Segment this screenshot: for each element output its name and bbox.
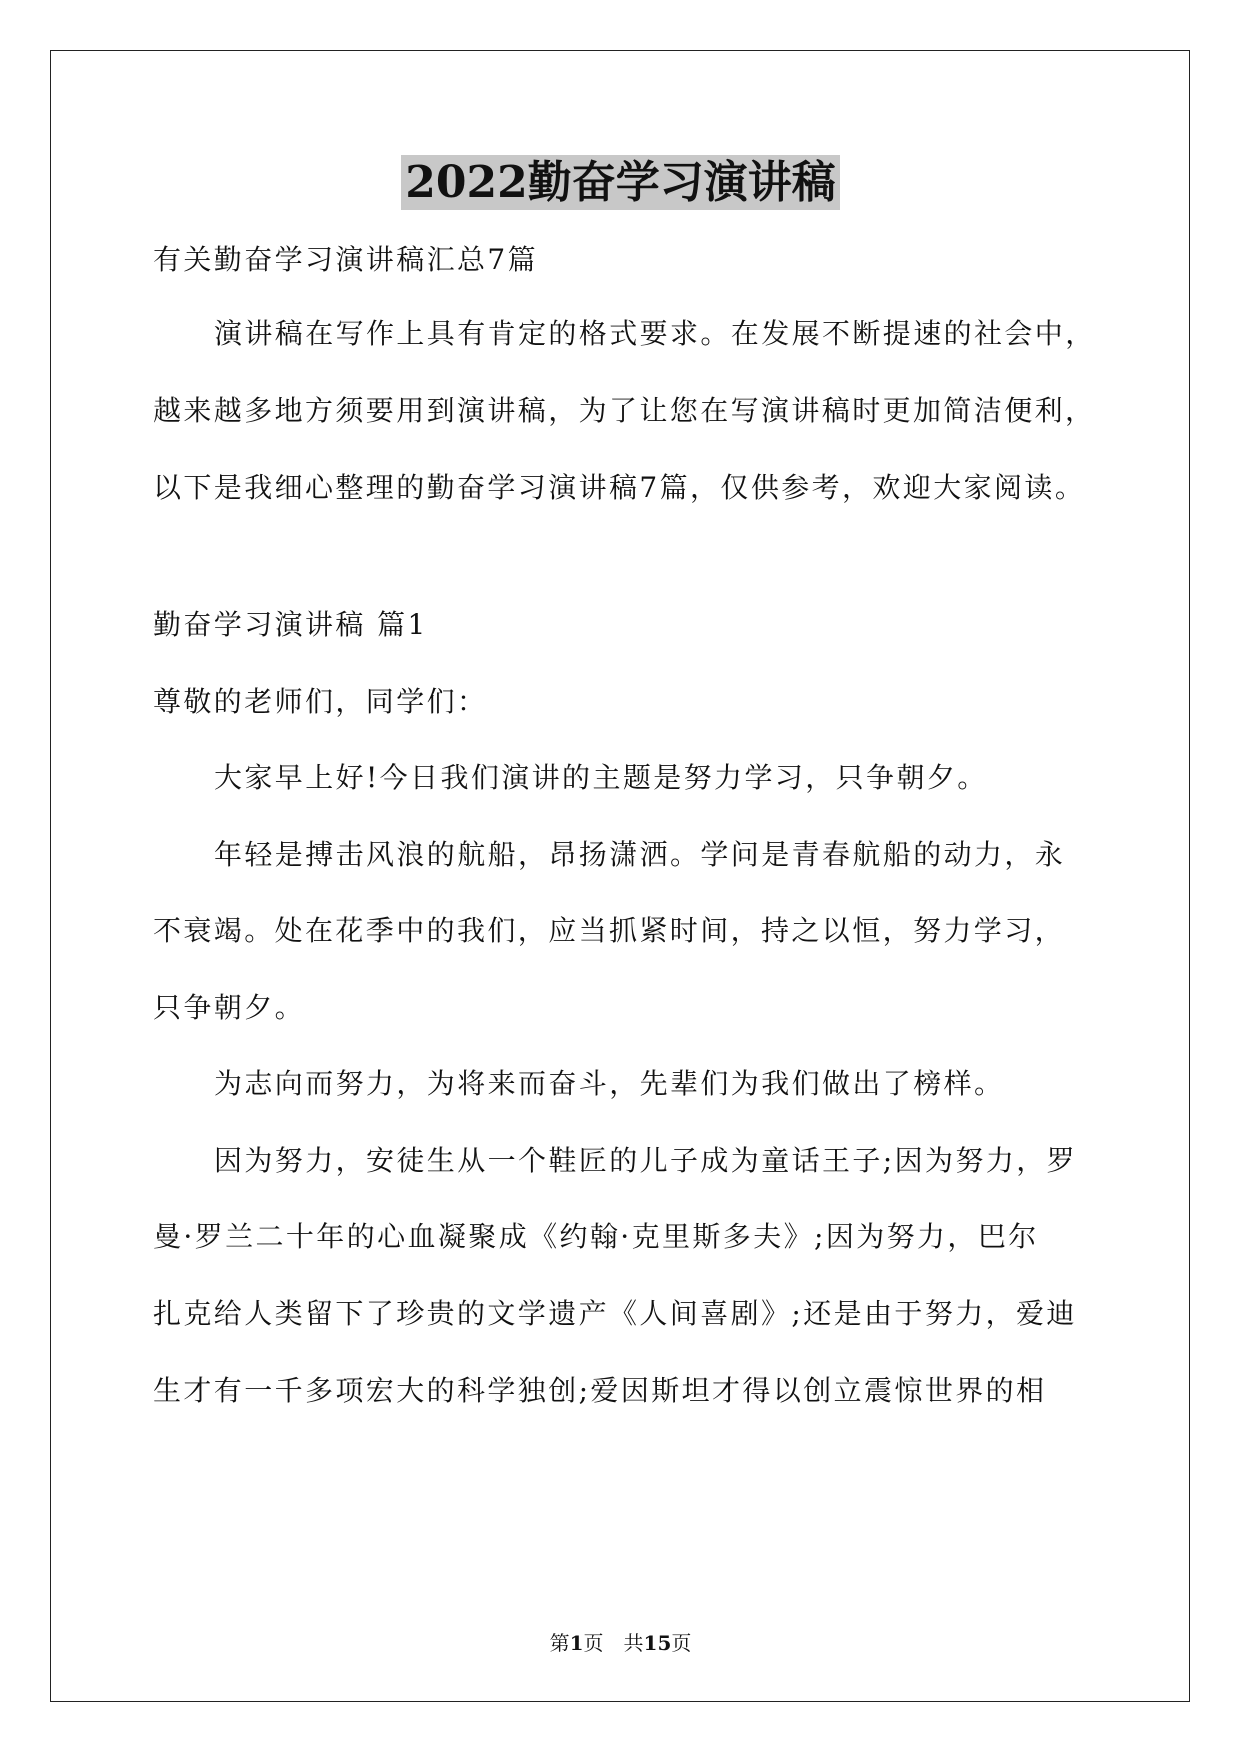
- section-heading: 勤奋学习演讲稿 篇1: [153, 608, 428, 641]
- intro-line: 以下是我细心整理的勤奋学习演讲稿7篇，仅供参考，欢迎大家阅读。: [153, 471, 1086, 504]
- body-line: 只争朝夕。: [153, 991, 306, 1024]
- title-highlight: 2022勤奋学习演讲稿: [401, 155, 839, 210]
- body-line: 曼·罗兰二十年的心血凝聚成《约翰·克里斯多夫》;因为努力，巴尔: [153, 1220, 1039, 1253]
- footer-suffix: 页: [671, 1631, 692, 1655]
- body-line: 生才有一千多项宏大的科学独创;爱因斯坦才得以创立震惊世界的相: [153, 1374, 1047, 1407]
- body-line: 年轻是搏击风浪的航船，昂扬潇洒。学问是青春航船的动力，永: [214, 838, 1066, 871]
- salutation: 尊敬的老师们，同学们：: [153, 685, 488, 718]
- body-line: 大家早上好!今日我们演讲的主题是努力学习，只争朝夕。: [214, 761, 988, 794]
- page-border: [50, 50, 1190, 1702]
- current-page-number: 1: [569, 1631, 584, 1655]
- body-line: 扎克给人类留下了珍贵的文学遗产《人间喜剧》;还是由于努力，爱迪: [153, 1297, 1077, 1330]
- footer-prefix: 第: [549, 1631, 570, 1655]
- intro-line: 演讲稿在写作上具有肯定的格式要求。在发展不断提速的社会中，: [214, 317, 1096, 350]
- document-title: [0, 155, 1241, 211]
- body-line: 因为努力，安徒生从一个鞋匠的儿子成为童话王子;因为努力，罗: [214, 1144, 1078, 1177]
- total-pages-number: 15: [643, 1631, 672, 1655]
- footer-mid: 页 共: [583, 1631, 644, 1655]
- document-subtitle: 有关勤奋学习演讲稿汇总7篇: [153, 243, 539, 276]
- body-line: 为志向而努力，为将来而奋斗，先辈们为我们做出了榜样。: [214, 1067, 1005, 1100]
- body-line: 不衰竭。处在花季中的我们，应当抓紧时间，持之以恒，努力学习，: [153, 914, 1066, 947]
- page-footer: [0, 1630, 1241, 1656]
- intro-line: 越来越多地方须要用到演讲稿，为了让您在写演讲稿时更加简洁便利，: [153, 394, 1096, 427]
